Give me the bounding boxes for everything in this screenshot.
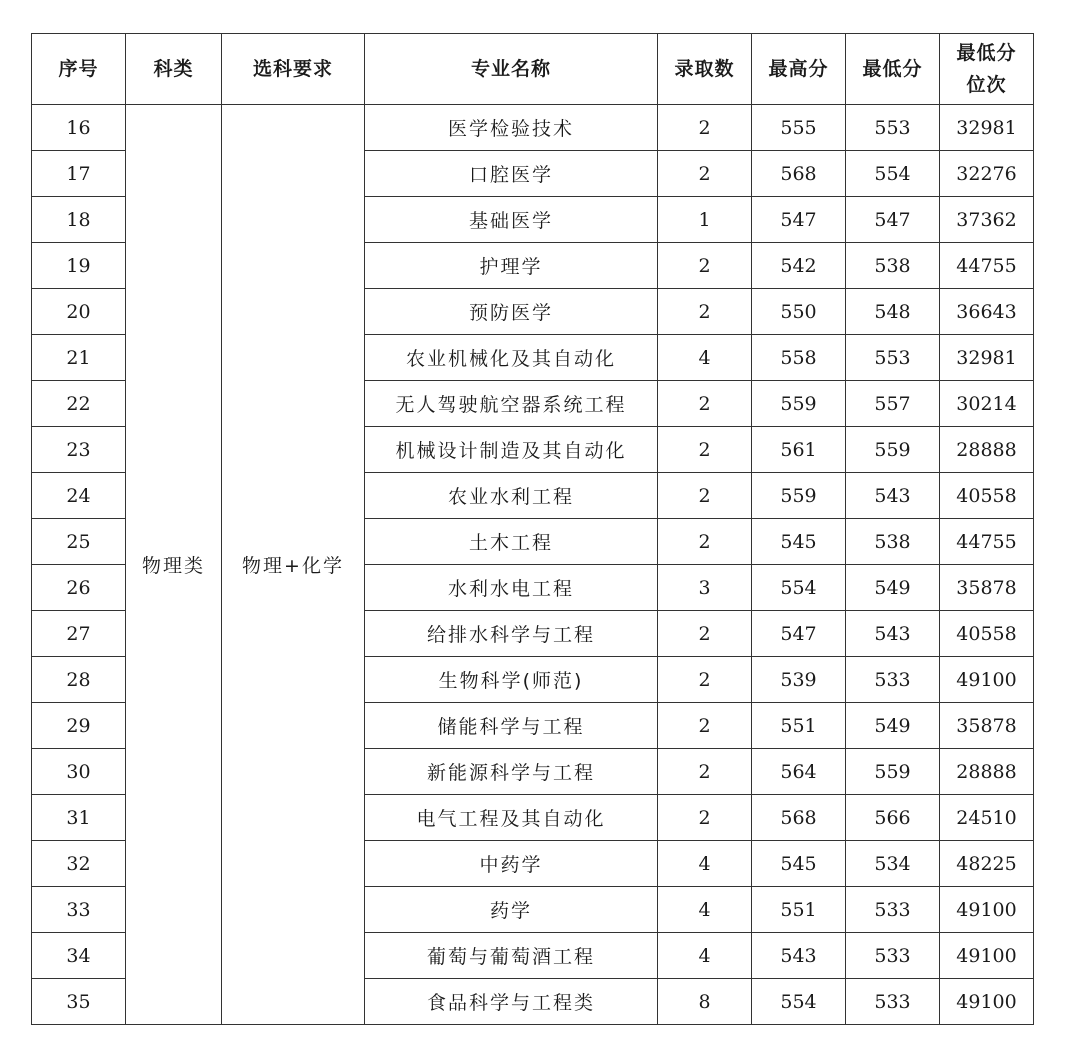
min-score-cell: 553 xyxy=(846,335,940,381)
max-score-cell: 543 xyxy=(752,933,846,979)
admitted-count-cell: 8 xyxy=(658,979,752,1025)
serial-number-cell: 26 xyxy=(32,565,126,611)
min-score-cell: 549 xyxy=(846,703,940,749)
table-row xyxy=(32,105,1034,151)
max-score-cell: 568 xyxy=(752,151,846,197)
max-score-cell: 554 xyxy=(752,979,846,1025)
serial-number-cell: 19 xyxy=(32,243,126,289)
serial-number-cell: 22 xyxy=(32,381,126,427)
min-rank-cell: 30214 xyxy=(940,381,1034,427)
min-rank-cell: 28888 xyxy=(940,749,1034,795)
admitted-count-cell: 2 xyxy=(658,657,752,703)
min-score-cell: 547 xyxy=(846,197,940,243)
major-name-cell: 护理学 xyxy=(365,243,658,289)
min-score-cell: 559 xyxy=(846,427,940,473)
admitted-count-cell: 2 xyxy=(658,151,752,197)
min-rank-cell: 49100 xyxy=(940,657,1034,703)
major-name-cell: 葡萄与葡萄酒工程 xyxy=(365,933,658,979)
serial-number-cell: 32 xyxy=(32,841,126,887)
min-score-cell: 533 xyxy=(846,887,940,933)
header-serial-number: 序号 xyxy=(32,34,126,105)
min-score-cell: 553 xyxy=(846,105,940,151)
min-rank-cell: 49100 xyxy=(940,887,1034,933)
admitted-count-cell: 2 xyxy=(658,703,752,749)
max-score-cell: 547 xyxy=(752,197,846,243)
major-name-cell: 医学检验技术 xyxy=(365,105,658,151)
max-score-cell: 559 xyxy=(752,381,846,427)
min-rank-cell: 44755 xyxy=(940,243,1034,289)
serial-number-cell: 30 xyxy=(32,749,126,795)
min-score-cell: 534 xyxy=(846,841,940,887)
min-rank-cell: 32981 xyxy=(940,335,1034,381)
admitted-count-cell: 2 xyxy=(658,473,752,519)
max-score-cell: 559 xyxy=(752,473,846,519)
serial-number-cell: 31 xyxy=(32,795,126,841)
min-rank-cell: 48225 xyxy=(940,841,1034,887)
min-rank-cell: 35878 xyxy=(940,565,1034,611)
admitted-count-cell: 2 xyxy=(658,243,752,289)
header-admitted-count: 录取数 xyxy=(658,34,752,105)
serial-number-cell: 23 xyxy=(32,427,126,473)
max-score-cell: 551 xyxy=(752,703,846,749)
min-rank-cell: 32276 xyxy=(940,151,1034,197)
header-min-rank xyxy=(940,34,1034,105)
header-row xyxy=(32,34,1034,105)
major-name-cell: 机械设计制造及其自动化 xyxy=(365,427,658,473)
admitted-count-cell: 4 xyxy=(658,841,752,887)
max-score-cell: 545 xyxy=(752,841,846,887)
admitted-count-cell: 1 xyxy=(658,197,752,243)
min-score-cell: 533 xyxy=(846,933,940,979)
admission-score-table xyxy=(31,33,1034,1025)
admitted-count-cell: 4 xyxy=(658,887,752,933)
min-rank-cell: 32981 xyxy=(940,105,1034,151)
serial-number-cell: 29 xyxy=(32,703,126,749)
max-score-cell: 551 xyxy=(752,887,846,933)
admitted-count-cell: 4 xyxy=(658,335,752,381)
min-score-cell: 538 xyxy=(846,243,940,289)
header-major-name: 专业名称 xyxy=(365,34,658,105)
admitted-count-cell: 2 xyxy=(658,105,752,151)
max-score-cell: 550 xyxy=(752,289,846,335)
serial-number-cell: 16 xyxy=(32,105,126,151)
major-name-cell: 土木工程 xyxy=(365,519,658,565)
min-rank-cell: 40558 xyxy=(940,473,1034,519)
major-name-cell: 农业水利工程 xyxy=(365,473,658,519)
major-name-cell: 储能科学与工程 xyxy=(365,703,658,749)
major-name-cell: 电气工程及其自动化 xyxy=(365,795,658,841)
max-score-cell: 555 xyxy=(752,105,846,151)
min-score-cell: 543 xyxy=(846,611,940,657)
max-score-cell: 564 xyxy=(752,749,846,795)
min-score-cell: 566 xyxy=(846,795,940,841)
min-rank-cell: 28888 xyxy=(940,427,1034,473)
subject-requirement-cell: 物理+化学 xyxy=(222,105,365,1025)
max-score-cell: 554 xyxy=(752,565,846,611)
serial-number-cell: 20 xyxy=(32,289,126,335)
major-name-cell: 基础医学 xyxy=(365,197,658,243)
major-name-cell: 新能源科学与工程 xyxy=(365,749,658,795)
min-score-cell: 559 xyxy=(846,749,940,795)
major-name-cell: 无人驾驶航空器系统工程 xyxy=(365,381,658,427)
admitted-count-cell: 2 xyxy=(658,611,752,657)
max-score-cell: 545 xyxy=(752,519,846,565)
min-rank-cell: 35878 xyxy=(940,703,1034,749)
header-min-rank-line-1: 最低分 xyxy=(956,42,1017,64)
admitted-count-cell: 2 xyxy=(658,427,752,473)
serial-number-cell: 35 xyxy=(32,979,126,1025)
major-name-cell: 药学 xyxy=(365,887,658,933)
min-rank-cell: 44755 xyxy=(940,519,1034,565)
admitted-count-cell: 2 xyxy=(658,795,752,841)
major-name-cell: 口腔医学 xyxy=(365,151,658,197)
min-rank-cell: 40558 xyxy=(940,611,1034,657)
min-score-cell: 549 xyxy=(846,565,940,611)
admitted-count-cell: 3 xyxy=(658,565,752,611)
serial-number-cell: 34 xyxy=(32,933,126,979)
min-rank-cell: 37362 xyxy=(940,197,1034,243)
major-name-cell: 农业机械化及其自动化 xyxy=(365,335,658,381)
admitted-count-cell: 4 xyxy=(658,933,752,979)
min-score-cell: 557 xyxy=(846,381,940,427)
serial-number-cell: 24 xyxy=(32,473,126,519)
header-max-score: 最高分 xyxy=(752,34,846,105)
min-score-cell: 554 xyxy=(846,151,940,197)
admitted-count-cell: 2 xyxy=(658,519,752,565)
serial-number-cell: 27 xyxy=(32,611,126,657)
header-min-rank-line-2: 位次 xyxy=(966,74,1007,96)
admitted-count-cell: 2 xyxy=(658,381,752,427)
major-name-cell: 预防医学 xyxy=(365,289,658,335)
min-score-cell: 533 xyxy=(846,979,940,1025)
header-min-score: 最低分 xyxy=(846,34,940,105)
major-name-cell: 食品科学与工程类 xyxy=(365,979,658,1025)
max-score-cell: 547 xyxy=(752,611,846,657)
min-rank-cell: 49100 xyxy=(940,979,1034,1025)
min-score-cell: 533 xyxy=(846,657,940,703)
min-score-cell: 543 xyxy=(846,473,940,519)
serial-number-cell: 18 xyxy=(32,197,126,243)
major-name-cell: 生物科学(师范) xyxy=(365,657,658,703)
admitted-count-cell: 2 xyxy=(658,289,752,335)
serial-number-cell: 25 xyxy=(32,519,126,565)
serial-number-cell: 17 xyxy=(32,151,126,197)
header-subject-requirement: 选科要求 xyxy=(222,34,365,105)
max-score-cell: 539 xyxy=(752,657,846,703)
header-category: 科类 xyxy=(126,34,222,105)
serial-number-cell: 28 xyxy=(32,657,126,703)
category-cell: 物理类 xyxy=(126,105,222,1025)
max-score-cell: 542 xyxy=(752,243,846,289)
major-name-cell: 给排水科学与工程 xyxy=(365,611,658,657)
max-score-cell: 558 xyxy=(752,335,846,381)
min-rank-cell: 49100 xyxy=(940,933,1034,979)
serial-number-cell: 21 xyxy=(32,335,126,381)
admitted-count-cell: 2 xyxy=(658,749,752,795)
min-rank-cell: 36643 xyxy=(940,289,1034,335)
major-name-cell: 水利水电工程 xyxy=(365,565,658,611)
major-name-cell: 中药学 xyxy=(365,841,658,887)
min-score-cell: 548 xyxy=(846,289,940,335)
max-score-cell: 568 xyxy=(752,795,846,841)
max-score-cell: 561 xyxy=(752,427,846,473)
min-rank-cell: 24510 xyxy=(940,795,1034,841)
serial-number-cell: 33 xyxy=(32,887,126,933)
min-score-cell: 538 xyxy=(846,519,940,565)
